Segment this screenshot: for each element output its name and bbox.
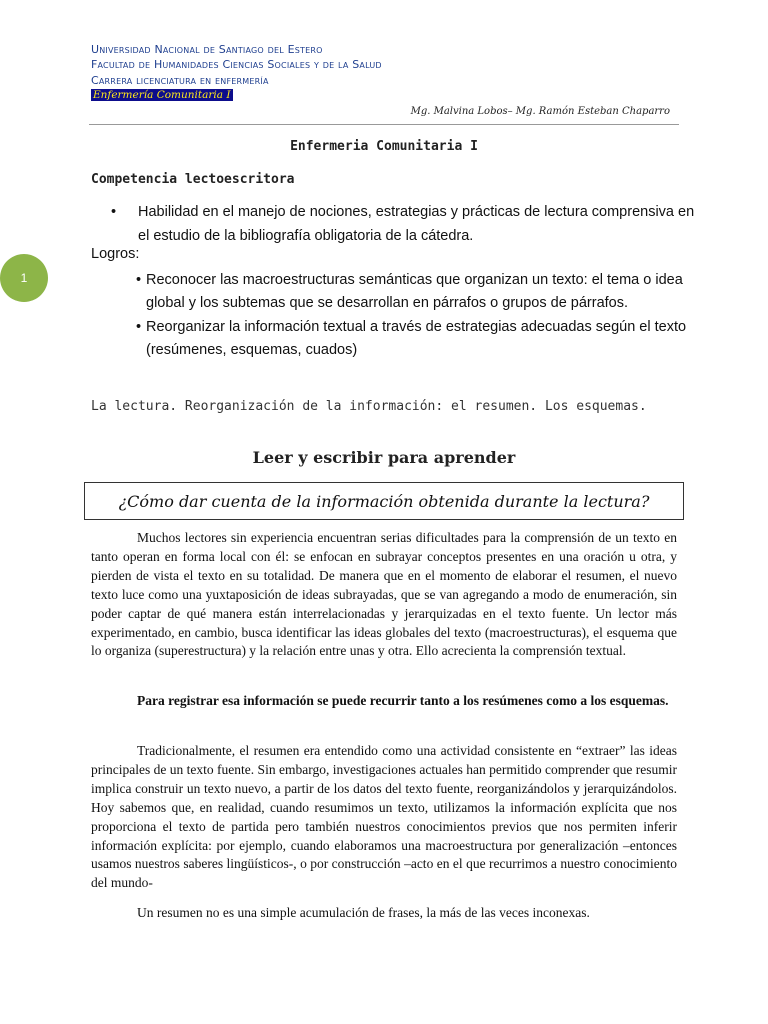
logro-item [136,269,696,315]
header-faculty: Facultad de Humanidades Ciencias Sociales y de la Salud [91,58,382,71]
lectura-heading: La lectura. Reorganización de la información: el resumen. Los esquemas. [91,399,647,414]
logro-item [136,316,696,362]
bullet-marker: • [136,272,142,288]
logro-text: Reconocer las macroestructuras semánticas que organizan un texto: el tema o idea global y los subtemas que se desarrollan en párrafos o grupos de párrafos. [146,272,683,311]
logros-label: Logros: [91,246,140,262]
page-number-badge: 1 [0,254,48,302]
competencia-heading: Competencia lectoescritora [91,172,295,187]
paragraph-3: Tradicionalmente, el resumen era entendido como una actividad consistente en “extraer” las ideas principales de un texto fuente. Sin embargo, investigaciones actuales han permitido comprender que resumir implica construir un texto nuevo, a partir de los datos del texto fuente, reorganizándolos y jerarquizándolos. Hoy sabemos que, en realidad, cuando resumimos un texto, utilizamos la información explícita que nos proporciona el texto de partida pero también nuestros conocimientos previos que nos permiten inferir información explícita: por ejemplo, cuando elaboramos una macroestructura por generalización –entonces usamos nuestros saberes lingüísticos-, o por construcción –acto en el que recurrimos a nuestro conocimiento del mundo- [91,743,677,891]
header-university: Universidad Nacional de Santiago del Estero [91,43,323,56]
question-text: ¿Cómo dar cuenta de la información obtenida durante la lectura? [118,491,650,511]
bullet-text: Habilidad en el manejo de nociones, estrategias y prácticas de lectura comprensiva en el estudio de la bibliografía obligatoria de la cátedra. [138,204,695,244]
header-authors: Mg. Malvina Lobos– Mg. Ramón Esteban Chaparro [410,106,670,117]
logro-text: Reorganizar la información textual a través de estrategias adecuadas según el texto (resúmenes, esquemas, cuados) [146,319,687,358]
paragraph-2-bold: Para registrar esa información se puede recurrir tanto a los resúmenes como a los esquemas. [137,693,669,708]
document-title: Enfermeria Comunitaria I [290,139,478,154]
paragraph-4: Un resumen no es una simple acumulación de frases, la más de las veces inconexas. [137,905,590,920]
header-career: Carrera licenciatura en enfermería [91,74,269,87]
paragraph-1: Muchos lectores sin experiencia encuentran serias dificultades para la comprensión de un texto en tanto operan en forma local con él: se enfocan en subrayar conceptos presentes en una oración u otra, y pierden de vista el texto en su totalidad. De manera que en el momento de elaborar el resumen, el nuevo texto luce como una yuxtaposición de ideas subrayadas, que se van agregando a modo de enumeración, sin poder captar de qué manera están interrelacionadas y jerarquizadas en el texto fuente. Un lector más experimentado, en cambio, busca identificar las ideas globales del texto (macroestructuras), el esquema que lo organiza (superestructura) y la relación entre unas y otra. Ello acrecienta la comprensión textual. [91,530,677,659]
bullet-marker: • [111,204,117,220]
section-title: Leer y escribir para aprender [252,448,516,467]
question-box [84,482,684,520]
header-course-highlight: Enfermería Comunitaria I [93,89,231,101]
competencia-bullet [111,200,701,248]
bullet-marker: • [136,319,142,335]
header-divider [89,124,679,125]
